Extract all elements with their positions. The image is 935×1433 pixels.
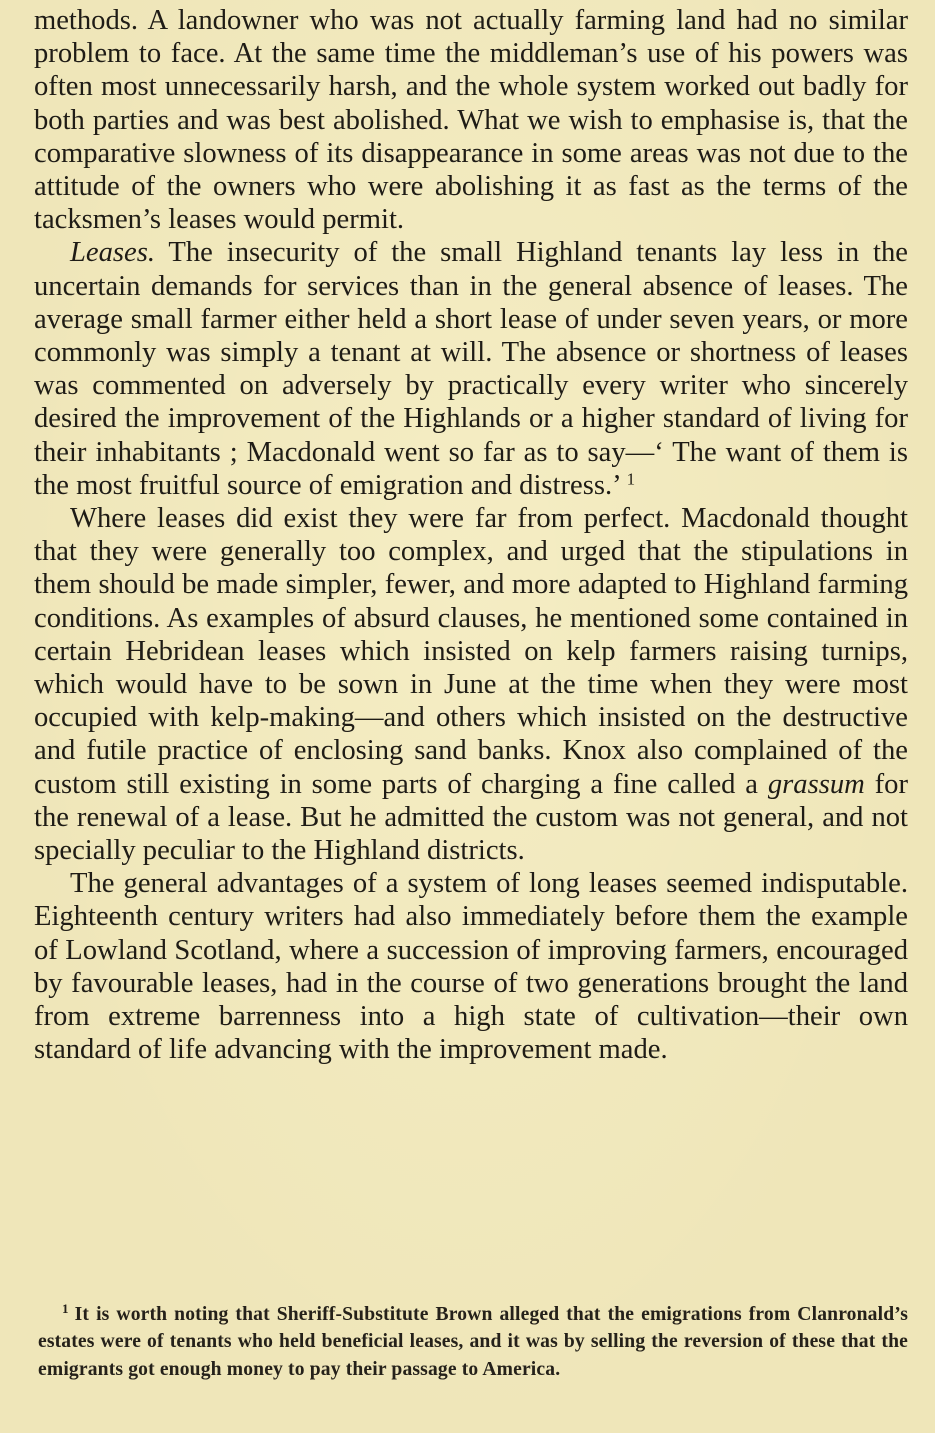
- paragraph-general-advantages: [34, 867, 908, 1066]
- paragraph-text: The general advantages of a system of long leases seemed indisputable. Eighteenth century writers had also immediately before them the example of Lowland Scotland, where a succession of improving farmers, encouraged by favourable leases, had in the course of two generations brought the land from extreme barrenness into a high state of cultivation—their own standard of life advancing with the improvement made.: [34, 868, 908, 1066]
- paragraph-methods: [34, 4, 908, 236]
- section-heading-leases: Leases.: [70, 237, 155, 269]
- body-text: [34, 4, 908, 1067]
- footnote-number: 1: [62, 1300, 69, 1316]
- italic-term-grassum: grassum: [767, 768, 865, 800]
- paragraph-text: The insecurity of the small Highland tenants lay less in the uncertain demands for services than in the general absence of leases. The average small farmer either held a short lease of under seven years, or more commonly was simply a tenant at will. The absence or shortness of leases was commented on adversely by practically every writer who sincerely desired the improvement of the Highlands or a higher standard of living for their inhabitants ; Macdonald went so far as to say—‘ The want of them is the most fruitful source of emigration and distress.’: [34, 237, 908, 501]
- paragraph-text: Where leases did exist they were far from perfect. Macdonald thought that they were generally too complex, and urged that the stipulations in them should be made simpler, fewer, and more adapted to Highland farming conditions. As examples of absurd clauses, he mentioned some contained in certain Hebridean leases which insisted on kelp farmers raising turnips, which would have to be sown in June at the time when they were most occupied with kelp-making—and others which insisted on the destructive and futile practice of enclosing sand banks. Knox also complained of the custom still existing in some parts of charging a fine called a: [34, 503, 908, 800]
- paragraph-text: methods. A landowner who was not actually farming land had no similar problem to face. At the same time the middleman’s use of his powers was often most unnecessarily harsh, and the whole system worked out badly for both parties and was best abolished. What we wish to emphasise is, that the comparative slowness of its disappearance in some areas was not due to the attitude of the owners who were abolishing it as fast as the terms of the tacksmen’s leases would permit.: [34, 5, 908, 236]
- footnote-reference: 1: [626, 469, 636, 489]
- footnote-text: It is worth noting that Sheriff-Substitute Brown alleged that the emigrations from Clanronald’s estates were of tenants who held beneficial leases, and it was by selling the reversion of these that the emigrants got enough money to pay their passage to America.: [38, 1304, 908, 1380]
- paragraph-leases: [34, 236, 908, 502]
- footnote: [38, 1301, 908, 1383]
- paragraph-text: for the renewal of a lease. But he admitted the custom was not general, and not specially peculiar to the Highland districts.: [34, 768, 908, 867]
- paragraph-where-leases: [34, 502, 908, 867]
